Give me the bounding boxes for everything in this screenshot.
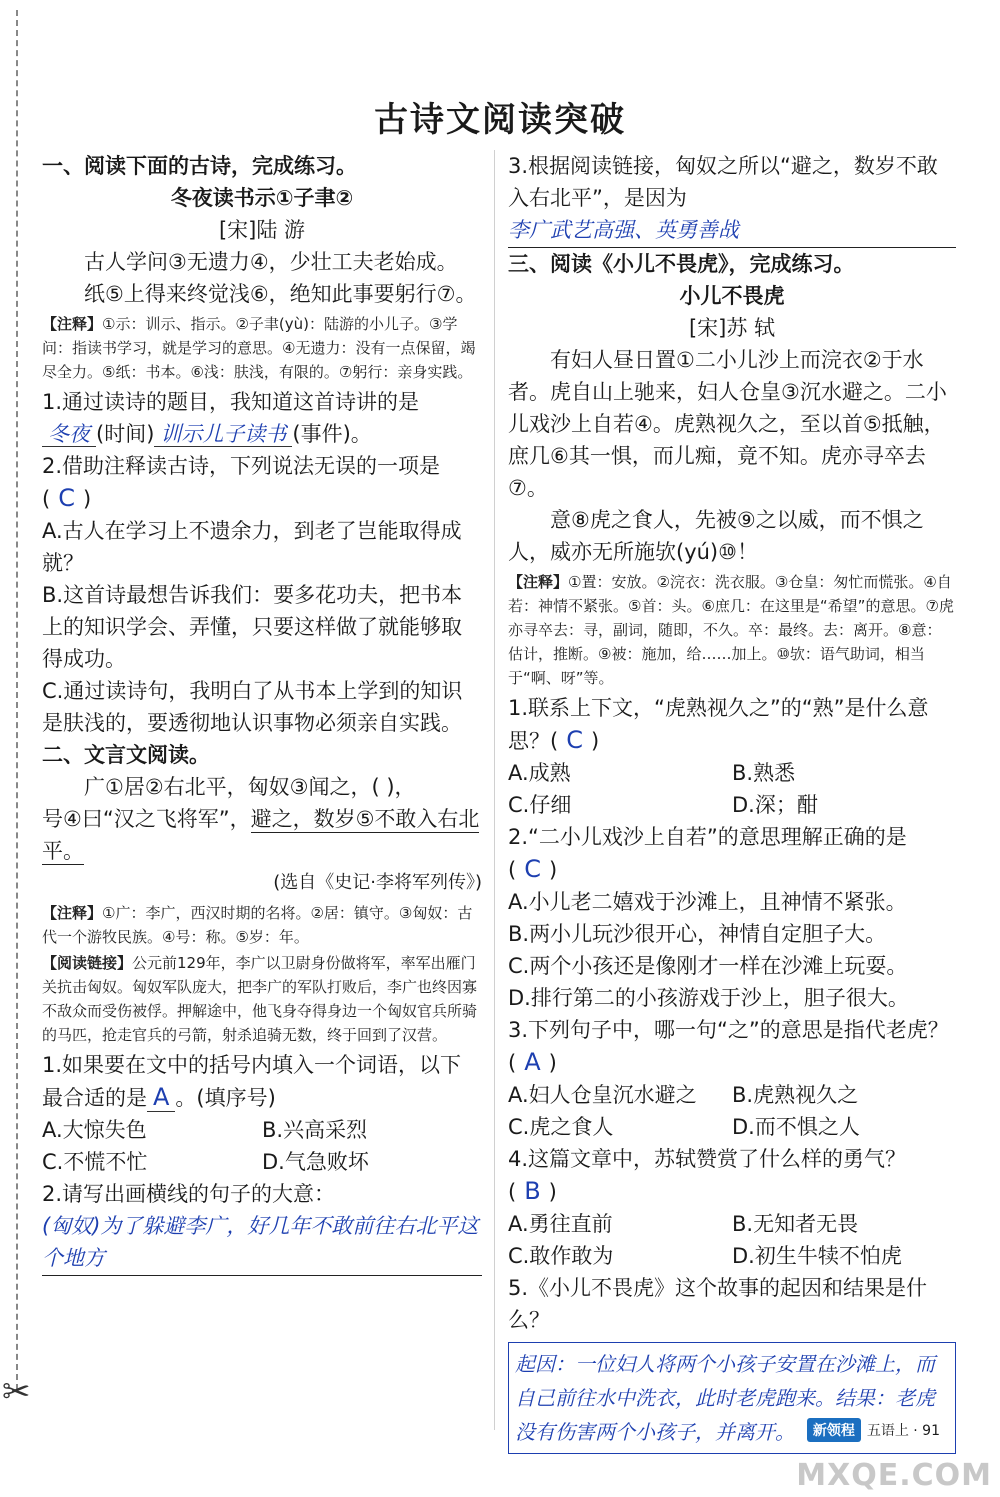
question-2-answer: ( C ) xyxy=(42,484,92,512)
option: A.古人在学习上不遗余力，到老了岂能取得成就？ xyxy=(42,519,462,575)
option-row: A.成熟 B.熟悉 xyxy=(508,761,796,785)
classical-question-2-answer: (匈奴)为了躲避李广，好几年不敢前往右北平这个地方 xyxy=(42,1210,482,1276)
classical-question-1: 1.如果要在文中的括号内填入一个词语，以下最合适的是 A 。(填序号) xyxy=(42,1053,462,1111)
story-question-2: 2.“二小儿戏沙上自若”的意思理解正确的是 xyxy=(508,825,907,849)
poem-line: 古人学问③无遗力④，少壮工夫老始成。 xyxy=(84,250,458,274)
story-paragraph: 意⑧虎之食人，先被⑨之以威，而不惧之人，威亦无所施欤(yú)⑩！ xyxy=(508,508,924,564)
watermark: MXQE.COM xyxy=(796,1458,992,1493)
section-heading-3: 三、阅读《小儿不畏虎》，完成练习。 xyxy=(508,252,855,276)
story-question-5: 5.《小儿不畏虎》这个故事的起因和结果是什么？ xyxy=(508,1276,928,1332)
classical-source: (选自《史记·李将军列传》) xyxy=(273,872,482,893)
story-question-4: 4.这篇文章中，苏轼赞赏了什么样的勇气？ xyxy=(508,1147,907,1171)
classical-question-2: 2.请写出画横线的句子的大意： xyxy=(42,1182,336,1206)
story-title: 小儿不畏虎 xyxy=(679,284,785,308)
page-number: 五语上 · 91 xyxy=(866,1423,940,1439)
scissors-icon: ✂ xyxy=(2,1372,31,1412)
option: C.两个小孩还是像刚才一样在沙滩上玩耍。 xyxy=(508,954,908,978)
story-paragraph: 有妇人昼日置①二小儿沙上而浣衣②于水者。虎自山上驰来，妇人仓皇③沉水避之。二小儿戏沙上自若④。虎熟视久之，至以首⑤抵触，庶几⑥其一惧，而儿痴，竟不知。虎亦寻卒去⑦。 xyxy=(508,348,947,500)
poem-title: 冬夜读书示①子聿② xyxy=(170,186,354,210)
question-1: 1.通过读诗的题目，我知道这首诗讲的是 xyxy=(42,390,420,414)
classical-text: 号④曰“汉之飞将军”，避之，数岁⑤不敢入右北平。 xyxy=(42,807,480,863)
story-author: [宋]苏 轼 xyxy=(688,316,776,340)
story-notes: 【注释】①置：安放。②浣衣：洗衣服。③仓皇：匆忙而慌张。④自若：神情不紧张。⑤首：头。⑥庶几：在这里是“希望”的意思。⑦虎亦寻卒去：寻，副词，随即，不久。卒：最终。去：离开。⑧意：估计，推断。⑨被：施加，给……加上。⑩欤：语气助词，相当于“啊、呀”等。 xyxy=(508,573,954,687)
story-question-3: 3.下列句子中，哪一句“之”的意思是指代老虎？( A ) xyxy=(508,1018,949,1076)
option: B.这首诗最想告诉我们：要多花功夫，把书本上的知识学会、弄懂，只要这样做了就能够取得成功。 xyxy=(42,583,463,671)
option: D.排行第二的小孩游戏于沙上，胆子很大。 xyxy=(508,986,909,1010)
poem-notes: 【注释】①示：训示、指示。②子聿(yù)：陆游的小儿子。③学问：指读书学习，就是学习的意思。④无遗力：没有一点保留，竭尽全力。⑤纸：书本。⑥浅：肤浅，有限的。⑦躬行：亲身实践。 xyxy=(42,315,476,381)
section-heading-2: 二、文言文阅读。 xyxy=(42,743,210,767)
brand-logo: 新领程 xyxy=(807,1418,861,1442)
reading-link: 【阅读链接】公元前129年，李广以卫尉身份做将军，率军出雁门关抗击匈奴。匈奴军队庞大，把李广的军队打败后，李广也终因寡不敌众而受伤被俘。押解途中，他飞身夺得身边一个匈奴官兵所骑的马匹，抢走官兵的弓箭，射杀追骑无数，终于回到了汉营。 xyxy=(42,954,478,1044)
option-row: C.敢作敢为 D.初生牛犊不怕虎 xyxy=(508,1244,902,1268)
answer-event: 训示儿子读书 xyxy=(154,422,292,447)
option-row: A.大惊失色 B.兴高采烈 xyxy=(42,1118,368,1142)
page-footer xyxy=(807,1418,940,1442)
poem-author: [宋]陆 游 xyxy=(218,218,306,242)
option-row: A.妇人仓皇沉水避之 B.虎熟视久之 xyxy=(508,1083,859,1107)
option: C.通过读诗句，我明白了从书本上学到的知识是肤浅的，要透彻地认识事物必须亲自实践。 xyxy=(42,679,463,735)
question-1-answer: 冬夜 (时间) 训示儿子读书 (事件)。 xyxy=(42,418,482,450)
classical-question-3-answer: 李广武艺高强、英勇善战 xyxy=(508,214,956,248)
poem-line: 纸⑤上得来终觉浅⑥，绝知此事要躬行⑦。 xyxy=(84,282,477,306)
classical-notes: 【注释】①广：李广，西汉时期的名将。②居：镇守。③匈奴：古代一个游牧民族。④号：称。⑤岁：年。 xyxy=(42,904,473,946)
option-row: C.不慌不忙 D.气急败坏 xyxy=(42,1150,369,1174)
story-question-4-answer: ( B ) xyxy=(508,1177,557,1205)
story-question-5-answer: 起因：一位妇人将两个小孩子安置在沙滩上，而自己前往水中洗衣，此时老虎跑来。结果：老虎没有伤害两个小孩子，并离开。 xyxy=(508,1342,956,1454)
story-question-1: 1.联系上下文，“虎熟视久之”的“熟”是什么意思？( C ) xyxy=(508,696,929,754)
option-row: C.仔细 D.深；酣 xyxy=(508,793,818,817)
classical-question-3: 3.根据阅读链接，匈奴之所以“避之，数岁不敢入右北平”，是因为 xyxy=(508,154,938,210)
option-row: A.勇往直前 B.无知者无畏 xyxy=(508,1212,859,1236)
option: A.小儿老二嬉戏于沙滩上，且神情不紧张。 xyxy=(508,890,907,914)
left-column xyxy=(42,150,482,1276)
page-title: 古诗文阅读突破 xyxy=(374,100,626,140)
classical-text: 广①居②右北平，匈奴③闻之，( )， xyxy=(84,775,416,799)
story-question-2-answer: ( C ) xyxy=(508,855,558,883)
question-2: 2.借助注释读古诗，下列说法无误的一项是 xyxy=(42,454,441,478)
cut-line xyxy=(16,10,18,1390)
column-divider xyxy=(494,150,495,1430)
section-heading-1: 一、阅读下面的古诗，完成练习。 xyxy=(42,154,357,178)
option: B.两小儿玩沙很开心，神情自定胆子大。 xyxy=(508,922,887,946)
right-column xyxy=(508,150,956,1454)
answer-time: 冬夜 xyxy=(42,422,96,447)
option-row: C.虎之食人 D.而不惧之人 xyxy=(508,1115,860,1139)
